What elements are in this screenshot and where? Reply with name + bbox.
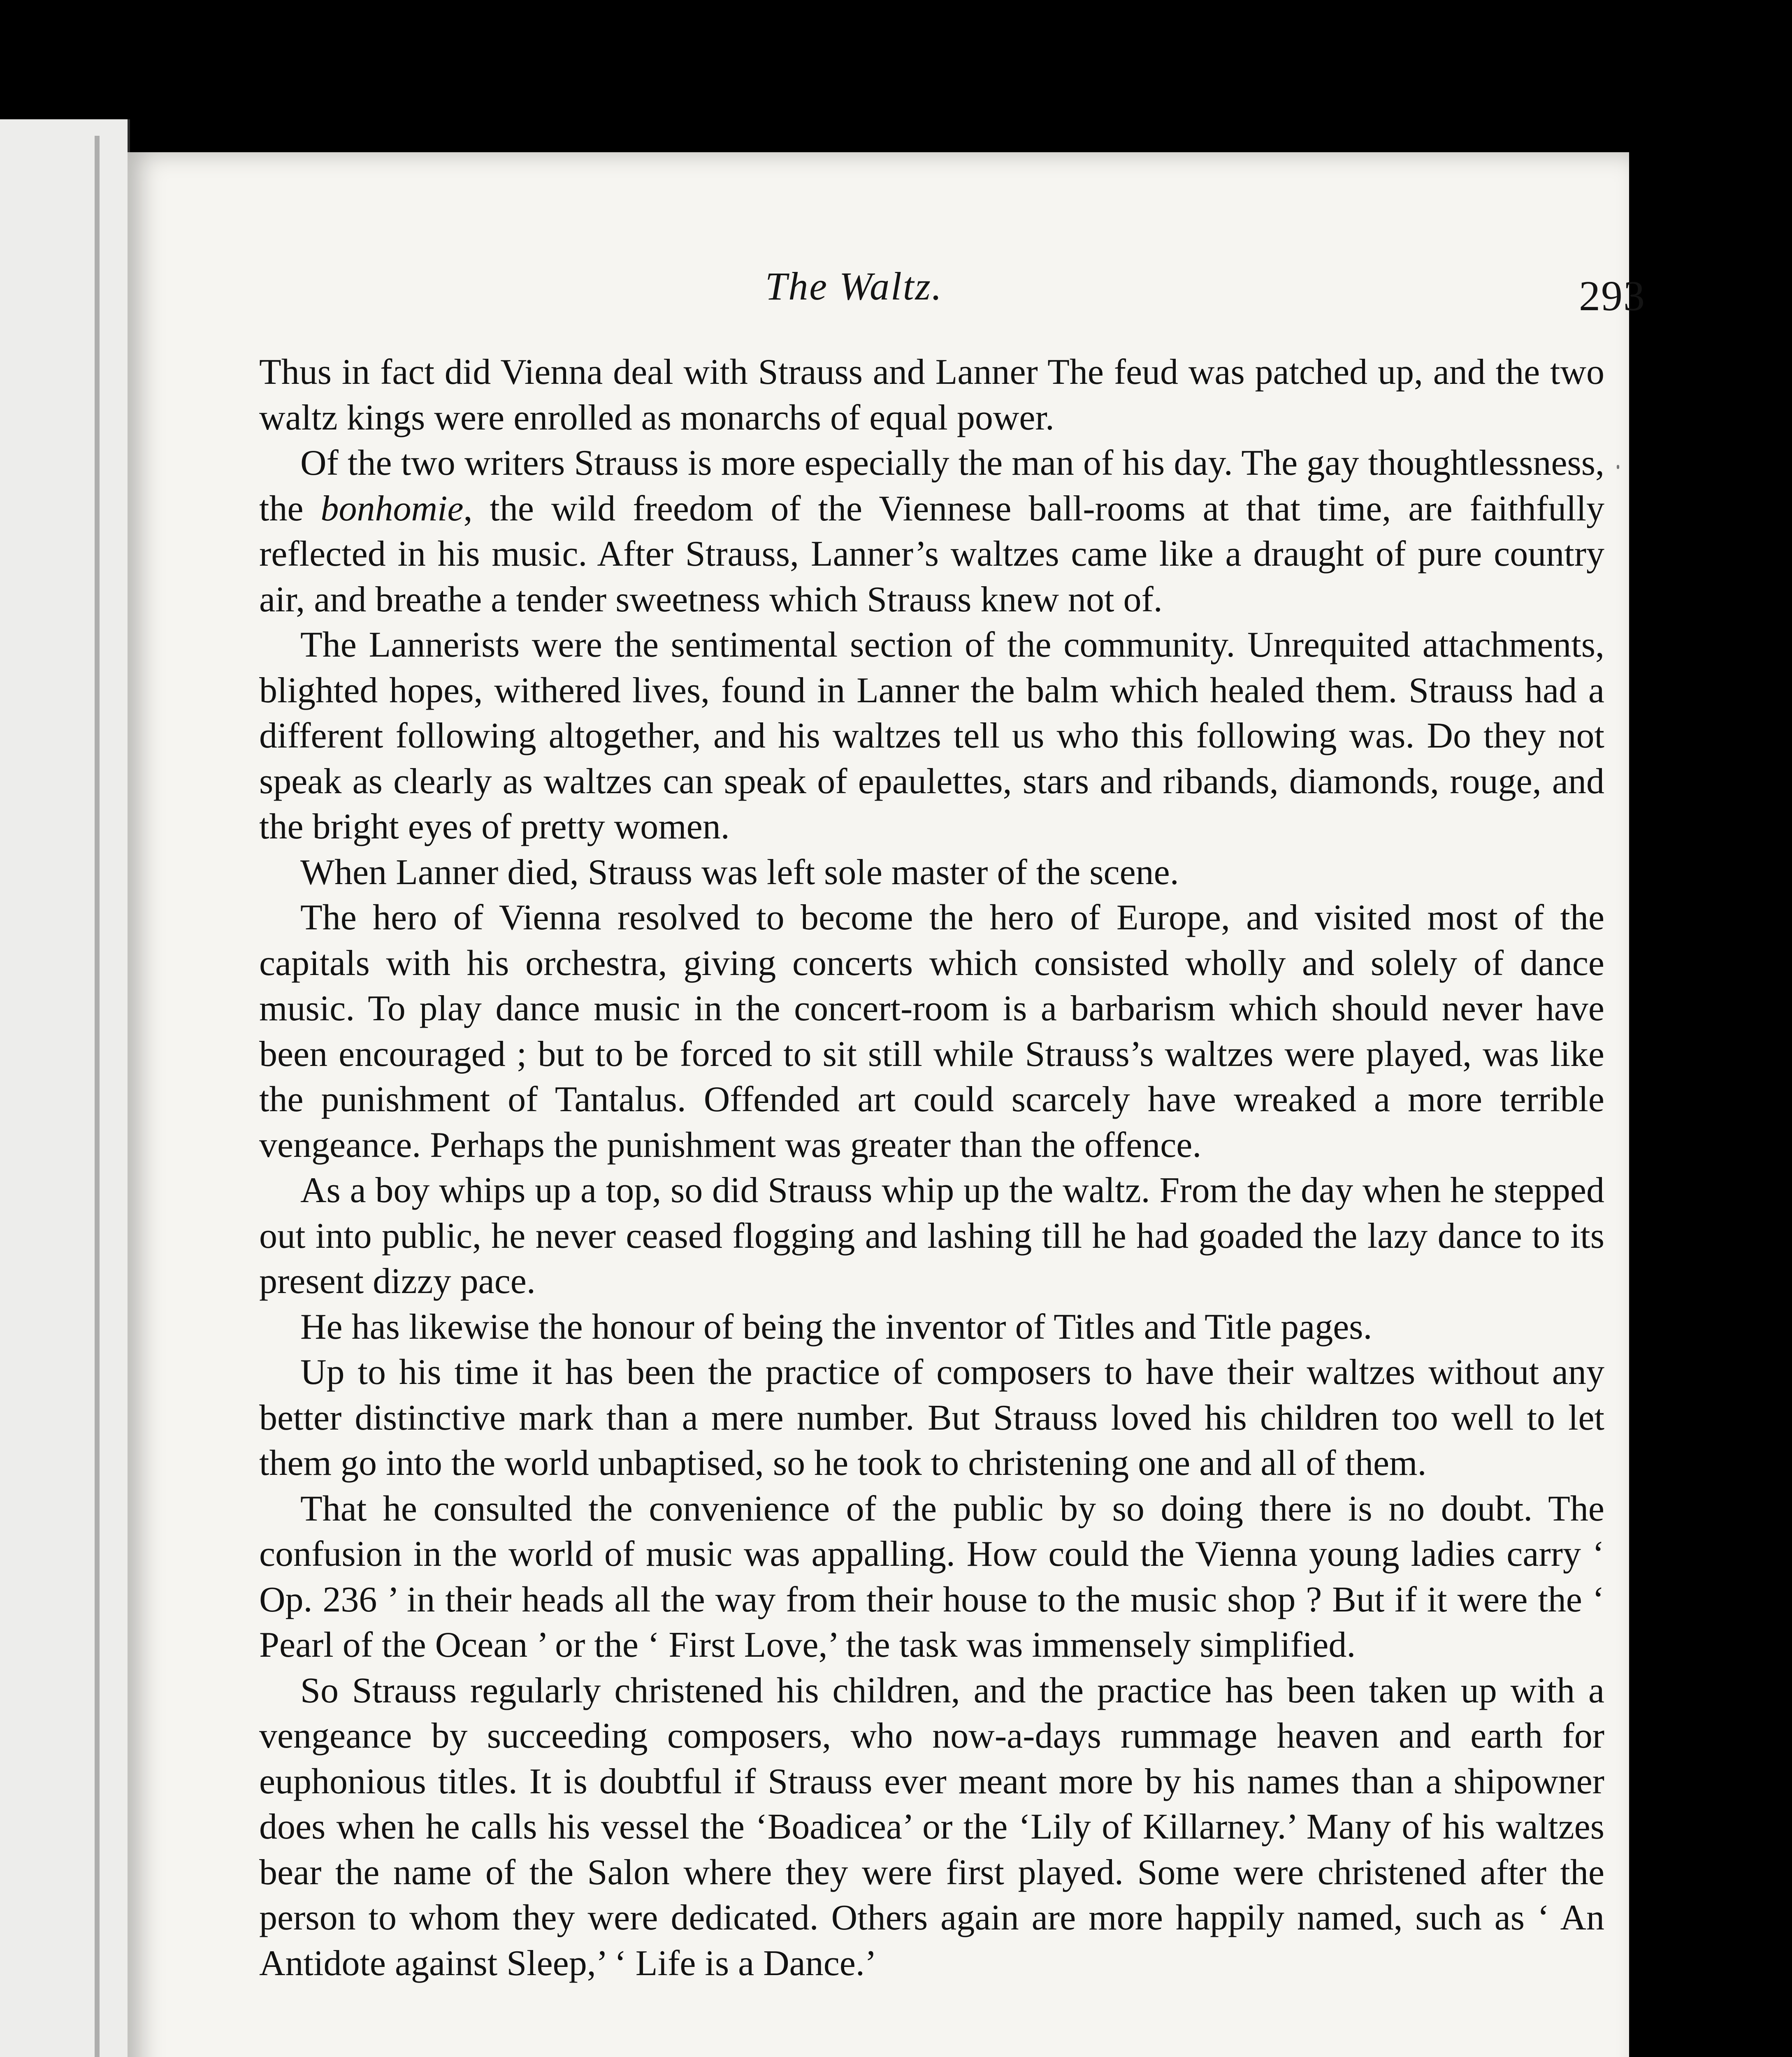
paragraph-4: When Lanner died, Strauss was left sole master of the scene. [300, 852, 1179, 892]
book-page [128, 152, 1646, 2057]
paragraph-1: Thus in fact did Vienna deal with Strauss and Lanner The feud was patched up, and the two waltz kings were enrolled as monarchs of equal power. [259, 352, 1604, 438]
facing-page-edge [0, 119, 130, 2057]
page-number: 293 [1579, 272, 1646, 320]
paragraph-10: So Strauss regularly christened his children, and the practice has been taken up with a vengeance by succeeding composers, who now-a-days rummage heaven and earth for euphonious titles. It is doubtful if Strauss ever meant more by his names than a shipowner does when he calls his vessel the ‘Boadicea’ or the ‘Lily of Killarney.’ Many of his waltzes bear the name of the Salon where they were first played. Some were christened after the person to whom they were dedicated. Others again are more happily named, such as ‘ An Antidote against Sleep,’ ‘ Life is a Dance.’ [259, 1670, 1604, 1983]
page-content [259, 263, 1646, 1983]
paragraph-2-italic-term: bonhomie [320, 488, 464, 529]
paragraph-2 [259, 441, 1604, 622]
paragraph-7: He has likewise the honour of being the inventor of Titles and Title pages. [300, 1307, 1372, 1347]
paper-speck [1617, 465, 1619, 469]
running-head [259, 263, 1646, 346]
running-title: The Waltz. [765, 264, 943, 308]
paragraph-9: That he consulted the convenience of the public by so doing there is no doubt. The confusion in the world of music was appalling. How could the Vienna young ladies carry ‘ Op. 236 ’ in their heads all the way from their house to the music shop ? But if it were the ‘ Pearl of the Ocean ’ or the ‘ First Love,’ the task was immensely simplified. [259, 1488, 1604, 1665]
paragraph-6: As a boy whips up a top, so did Strauss whip up the waltz. From the day when he stepped out into public, he never ceased flogging and lashing till he had goaded the lazy dance to its present dizzy pace. [259, 1170, 1604, 1301]
paragraph-3: The Lannerists were the sentimental section of the community. Unrequited attachments, blighted hopes, withered lives, found in Lanner the balm which healed them. Strauss had a different following altogether, and his waltzes tell us who this following was. Do they not speak as clearly as waltzes can speak of epaulettes, stars and ribands, diamonds, rouge, and the bright eyes of pretty women. [259, 625, 1604, 847]
paragraph-8: Up to his time it has been the practice of composers to have their waltzes without any better distinctive mark than a mere number. But Strauss loved his children too well to let them go into the world unbaptised, so he took to christening one and all of them. [259, 1352, 1604, 1483]
body-text [259, 350, 1604, 1986]
paragraph-5: The hero of Vienna resolved to become the hero of Europe, and visited most of the capitals with his orchestra, giving concerts which consisted wholly and solely of dance music. To play dance music in the concert-room is a barbarism which should never have been encouraged ; but to be forced to sit still while Strauss’s waltzes were played, was like the punishment of Tantalus. Offended art could scarcely have wreaked a more terrible vengeance. Perhaps the punishment was greater than the offence. [259, 898, 1604, 1165]
paragraph-2-text-a: Of the two writers Strauss is more especially the man of his day. The gay thoughtlessness, the [259, 443, 1604, 529]
paragraph-2-text-b: , the wild freedom of the Viennese ball-rooms at that time, are faithfully reflected in his music. After Strauss, Lanner’s waltzes came like a draught of pure country air, and breathe a tender sweetness which Strauss knew not of. [259, 488, 1605, 620]
gutter-shadow [95, 136, 100, 2057]
